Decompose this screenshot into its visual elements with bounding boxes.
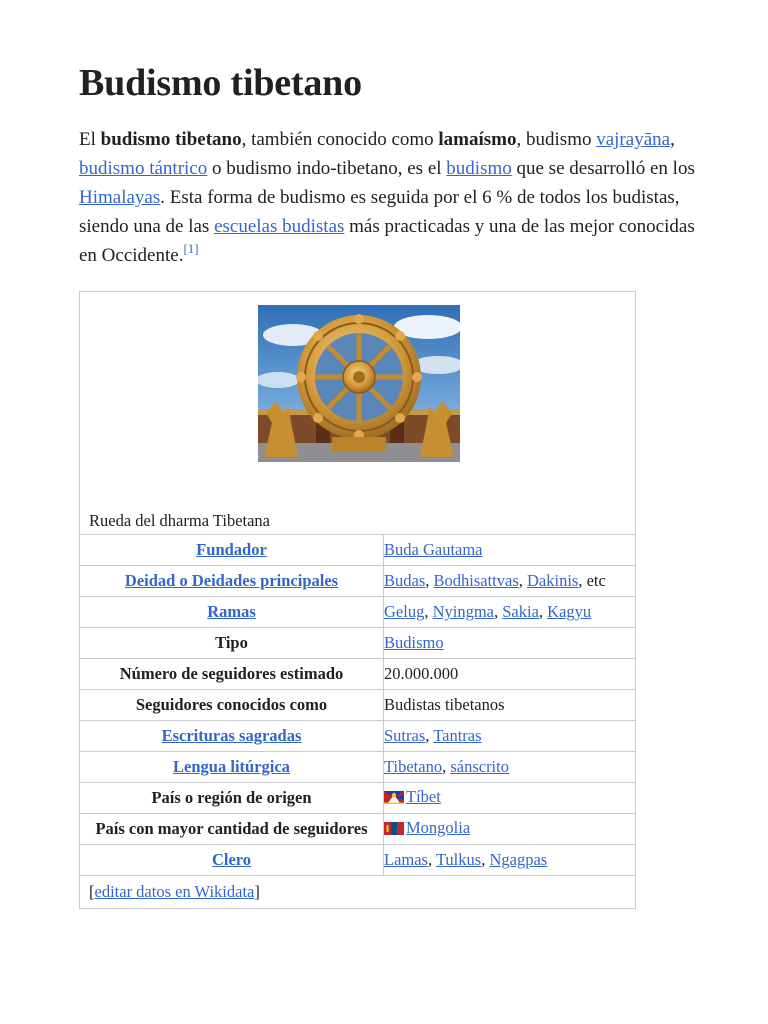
edit-wikidata-link[interactable]: editar datos en Wikidata: [94, 882, 255, 901]
infobox-link-sutras[interactable]: Sutras: [384, 726, 426, 745]
dharma-wheel-icon: [258, 305, 460, 462]
infobox-link-lamas[interactable]: Lamas: [384, 850, 428, 869]
infobox-row: [80, 690, 636, 721]
mongolia-flag-icon: [384, 820, 404, 840]
dharma-wheel-image[interactable]: [258, 305, 460, 462]
infobox-value-cell: Sutras, Tantras: [384, 721, 636, 752]
infobox-label-cell: [80, 845, 384, 876]
infobox-link-tulkus[interactable]: Tulkus: [435, 850, 482, 869]
infobox-link-nyingma[interactable]: Nyingma: [432, 602, 494, 621]
link-vajrayana[interactable]: vajrayāna: [596, 129, 671, 150]
infobox-image-caption: Rueda del dharma Tibetana: [89, 511, 271, 530]
infobox-link-bodhisattvas[interactable]: Bodhisattvas: [433, 571, 519, 590]
infobox-value-cell: [384, 628, 636, 659]
bracket-open: [: [89, 882, 95, 901]
infobox-label-cell: [80, 628, 384, 659]
infobox-image-cell: [80, 292, 636, 535]
infobox-label-lengua-liturgica[interactable]: Lengua litúrgica: [173, 757, 290, 776]
infobox-link-sanscrito[interactable]: sánscrito: [450, 757, 509, 776]
intro-text: El: [79, 129, 101, 150]
infobox-label-deidad-o-deidades-principales[interactable]: Deidad o Deidades principales: [124, 571, 339, 590]
link-budismo-tantrico[interactable]: budismo tántrico: [79, 158, 208, 179]
infobox-link-dakinis[interactable]: Dakinis: [527, 571, 579, 590]
infobox-label-cell: [80, 690, 384, 721]
link-himalayas[interactable]: Himalayas: [79, 187, 161, 208]
infobox-label-cell: [80, 597, 384, 628]
infobox-label-cell: [80, 752, 384, 783]
infobox-value-cell: [384, 783, 636, 814]
infobox-label-cell: [80, 814, 384, 845]
infobox-row: [80, 535, 636, 566]
infobox-link-kagyu[interactable]: Kagyu: [547, 602, 592, 621]
infobox: [79, 291, 636, 909]
infobox-label-seguidores-conocidos-como: Seguidores conocidos como: [135, 695, 328, 714]
infobox-row: [80, 721, 636, 752]
infobox-value-cell: Lamas, Tulkus, Ngagpas: [384, 845, 636, 876]
infobox-label-tipo: Tipo: [215, 633, 248, 652]
infobox-value-text: Budistas tibetanos: [384, 695, 505, 714]
bracket-close: ]: [254, 882, 260, 901]
infobox-row: [80, 845, 636, 876]
infobox-value-cell: [384, 535, 636, 566]
infobox-link-ngagpas[interactable]: Ngagpas: [489, 850, 548, 869]
intro-text: , también conocido como: [241, 129, 439, 150]
infobox-link-mongolia[interactable]: Mongolia: [406, 818, 471, 837]
infobox-link-buda-gautama[interactable]: Buda Gautama: [384, 540, 483, 559]
infobox-label-cell: [80, 535, 384, 566]
infobox-link-sakia[interactable]: Sakia: [502, 602, 539, 621]
infobox-value-cell: [384, 659, 636, 690]
intro-text: ,: [670, 129, 675, 150]
infobox-link-gelug[interactable]: Gelug: [384, 602, 425, 621]
intro-text: o budismo indo-tibetano, es el: [207, 158, 447, 179]
intro-text: , budismo: [516, 129, 597, 150]
infobox-row: [80, 814, 636, 845]
infobox-label-ramas[interactable]: Ramas: [207, 602, 256, 621]
infobox-row: [80, 566, 636, 597]
infobox-label-cell: [80, 721, 384, 752]
infobox-row: [80, 597, 636, 628]
tibet-flag-icon: [384, 789, 404, 809]
reference-link[interactable]: [1]: [183, 241, 199, 256]
infobox-link-tantras[interactable]: Tantras: [433, 726, 482, 745]
infobox-label-pais-o-region-de-origen: País o región de origen: [151, 788, 312, 807]
intro-text: que se desarrolló en los: [511, 158, 695, 179]
infobox-label-numero-de-seguidores-estimado: Número de seguidores estimado: [119, 664, 344, 683]
infobox-row: [80, 752, 636, 783]
link-budismo[interactable]: budismo: [446, 158, 512, 179]
infobox-link-tibetano[interactable]: Tibetano: [384, 757, 443, 776]
infobox-value-cell: Gelug, Nyingma, Sakia, Kagyu: [384, 597, 636, 628]
infobox-value-cell: [384, 814, 636, 845]
infobox-value-suffix: , etc: [578, 571, 606, 590]
infobox-label-escrituras-sagradas[interactable]: Escrituras sagradas: [161, 726, 302, 745]
intro-paragraph: [79, 125, 699, 270]
link-escuelas-budistas[interactable]: escuelas budistas: [214, 216, 345, 237]
intro-text: . Esta forma de budismo es seguida por el 6 % de todos los budistas, siendo una de las: [79, 187, 680, 237]
infobox-row: [80, 628, 636, 659]
infobox-value-cell: [384, 690, 636, 721]
infobox-label-cell: [80, 566, 384, 597]
infobox-link-tibet[interactable]: Tíbet: [406, 787, 441, 806]
infobox-link-budas[interactable]: Budas: [384, 571, 426, 590]
wikidata-edit-row: [80, 876, 636, 909]
intro-text: más practicadas y una de las mejor conocidas en Occidente.: [79, 216, 695, 266]
intro-bold-term: lamaísmo: [438, 129, 517, 150]
page-title: Budismo tibetano: [79, 62, 362, 104]
infobox-label-cell: [80, 659, 384, 690]
infobox-label-clero[interactable]: Clero: [211, 850, 252, 869]
infobox-label-fundador[interactable]: Fundador: [196, 540, 267, 559]
infobox-row: [80, 783, 636, 814]
infobox-value-cell: Budas, Bodhisattvas, Dakinis, etc: [384, 566, 636, 597]
infobox-label-pais-con-mayor-cantidad-de-seguidores: País con mayor cantidad de seguidores: [95, 819, 368, 838]
infobox-row: [80, 659, 636, 690]
infobox-label-cell: [80, 783, 384, 814]
intro-bold-term: budismo tibetano: [100, 129, 242, 150]
infobox-link-budismo[interactable]: Budismo: [384, 633, 444, 652]
infobox-value-cell: Tibetano, sánscrito: [384, 752, 636, 783]
infobox-value-text: 20.000.000: [384, 664, 459, 683]
